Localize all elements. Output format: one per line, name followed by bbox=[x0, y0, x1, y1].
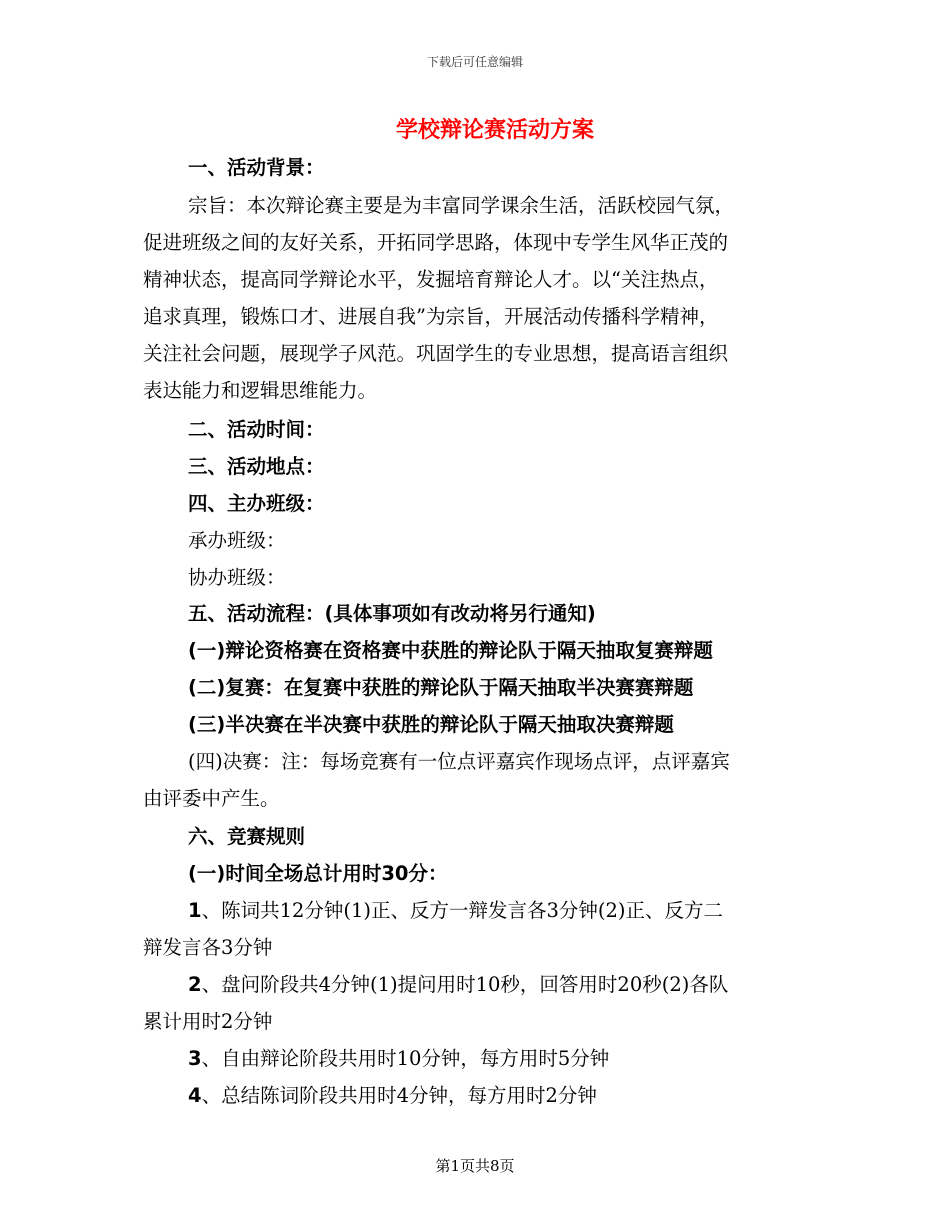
paragraph-line: 宗旨：本次辩论赛主要是为丰富同学课余生活，活跃校园气氛， bbox=[188, 194, 735, 217]
paragraph-line: 精神状态，提高同学辩论水平，发掘培育辩论人才。以“关注热点， bbox=[143, 268, 719, 291]
process-item: (一)辩论资格赛在资格赛中获胜的辩论队于隔天抽取复赛辩题 bbox=[188, 639, 713, 662]
process-item-final-continued: 由评委中产生。 bbox=[143, 787, 280, 810]
paragraph-line: 促进班级之间的友好关系，开拓同学思路，体现中专学生风华正茂的 bbox=[143, 231, 729, 254]
process-item: (二)复赛：在复赛中获胜的辩论队于隔天抽取半决赛赛辩题 bbox=[188, 676, 694, 699]
process-item-final: (四)决赛：注：每场竞赛有一位点评嘉宾作现场点评，点评嘉宾 bbox=[188, 750, 730, 773]
rule-text-continued: 辩发言各3分钟 bbox=[143, 936, 273, 959]
process-item: (三)半决赛在半决赛中获胜的辩论队于隔天抽取决赛辩题 bbox=[188, 713, 674, 736]
section-heading-background: 一、活动背景： bbox=[188, 156, 325, 179]
section-heading-time: 二、活动时间： bbox=[188, 418, 325, 441]
host-class-label: 承办班级： bbox=[188, 529, 286, 552]
section-heading-rules: 六、竞赛规则 bbox=[188, 825, 306, 848]
page-footer: 第1页共8页 bbox=[435, 1157, 515, 1175]
rule-number: 4 bbox=[188, 1084, 202, 1107]
rule-text: 、陈词共12分钟(1)正、反方一辩发言各3分钟(2)正、反方二 bbox=[201, 899, 724, 922]
paragraph-line: 关注社会问题，展现学子风范。巩固学生的专业思想，提高语言组织 bbox=[143, 342, 729, 365]
section-heading-organizer: 四、主办班级： bbox=[188, 492, 325, 515]
rule-item bbox=[188, 1047, 609, 1071]
rule-number: 1 bbox=[188, 899, 202, 922]
document-title: 学校辩论赛活动方案 bbox=[395, 118, 594, 143]
rule-item bbox=[188, 1084, 597, 1108]
page-header: 下载后可任意编辑 bbox=[426, 55, 523, 69]
rules-subheading-time: (一)时间全场总计用时30分： bbox=[188, 862, 448, 885]
paragraph-line: 表达能力和逻辑思维能力。 bbox=[143, 379, 378, 402]
rule-item bbox=[188, 899, 723, 923]
section-heading-process: 五、活动流程：(具体事项如有改动将另行通知) bbox=[188, 602, 596, 625]
paragraph-line: 追求真理，锻炼口才、进展自我”为宗旨，开展活动传播科学精神， bbox=[143, 305, 719, 328]
rule-text-continued: 累计用时2分钟 bbox=[143, 1010, 273, 1033]
rule-text: 、盘问阶段共4分钟(1)提问用时10秒，回答用时20秒(2)各队 bbox=[201, 973, 729, 996]
co-host-class-label: 协办班级： bbox=[188, 566, 286, 589]
rule-item bbox=[188, 973, 728, 997]
rule-number: 3 bbox=[188, 1047, 202, 1070]
rule-number: 2 bbox=[188, 973, 202, 996]
section-heading-location: 三、活动地点： bbox=[188, 455, 325, 478]
rule-text: 、总结陈词阶段共用时4分钟，每方用时2分钟 bbox=[201, 1084, 597, 1107]
rule-text: 、自由辩论阶段共用时10分钟，每方用时5分钟 bbox=[201, 1047, 610, 1070]
